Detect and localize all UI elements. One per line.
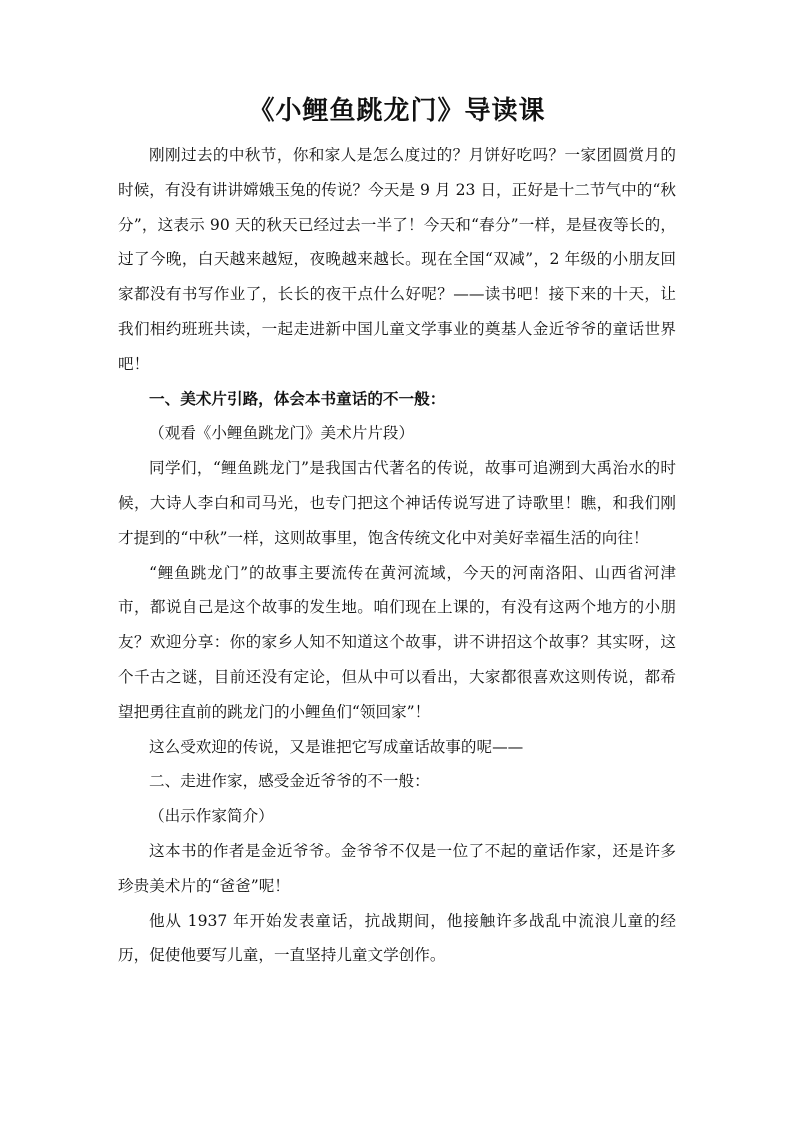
document-body [118, 138, 676, 973]
paragraph-note-1: （观看《小鲤鱼跳龙门》美术片片段） [149, 424, 415, 443]
paragraph-note-2: （出示作家简介） [149, 807, 274, 826]
section-heading-1: 一、美术片引路，体会本书童话的不一般： [149, 388, 446, 408]
paragraph-author: 这本书的作者是金近爷爷。金爷爷不仅是一位了不起的童话作家，还是许多珍贵美术片的“爸爸”呢！ [118, 841, 676, 895]
paragraph-origin: “鲤鱼跳龙门”的故事主要流传在黄河流域，今天的河南洛阳、山西省河津市，都说自己是这个故事的发生地。咱们现在上课的，有没有这两个地方的小朋友？欢迎分享：你的家乡人知不知道这个故事，讲不讲招这个故事？其实呀，这个千古之谜，目前还没有定论，但从中可以看出，大家都很喜欢这则传说，都希望把勇往直前的跳龙门的小鲤鱼们“领回家”！ [118, 563, 676, 721]
paragraph-intro: 刚刚过去的中秋节，你和家人是怎么度过的？月饼好吃吗？一家团圆赏月的时候，有没有讲讲嫦娥玉兔的传说？今天是 9 月 23 日，正好是十二节气中的“秋分”，这表示 90 天的秋天已经过去一半了！今天和“春分”一样，是昼夜等长的，过了今晚，白天越来越短，夜晚越来越长。现在全国“双减”，2 年级的小朋友回家都没有书写作业了，长长的夜干点什么好呢？——读书吧！接下来的十天，让我们相约班班共读，一起走进新中国儿童文学事业的奠基人金近爷爷的童话世界吧！ [118, 146, 676, 373]
section-heading-2: 二、走进作家，感受金近爷爷的不一般： [149, 772, 430, 791]
paragraph-transition: 这么受欢迎的传说，又是谁把它写成童话故事的呢—— [149, 737, 524, 756]
page-title: 《小鲤鱼跳龙门》导读课 [248, 96, 546, 126]
paragraph-author-history: 他从 1937 年开始发表童话，抗战期间，他接触许多战乱中流浪儿童的经历，促使他要写儿童，一直坚持儿童文学创作。 [118, 911, 676, 965]
paragraph-legend: 同学们，“鲤鱼跳龙门”是我国古代著名的传说，故事可追溯到大禹治水的时候，大诗人李白和司马光，也专门把这个神话传说写进了诗歌里！瞧，和我们刚才提到的“中秋”一样，这则故事里，饱含传统文化中对美好幸福生活的向往！ [118, 459, 676, 547]
